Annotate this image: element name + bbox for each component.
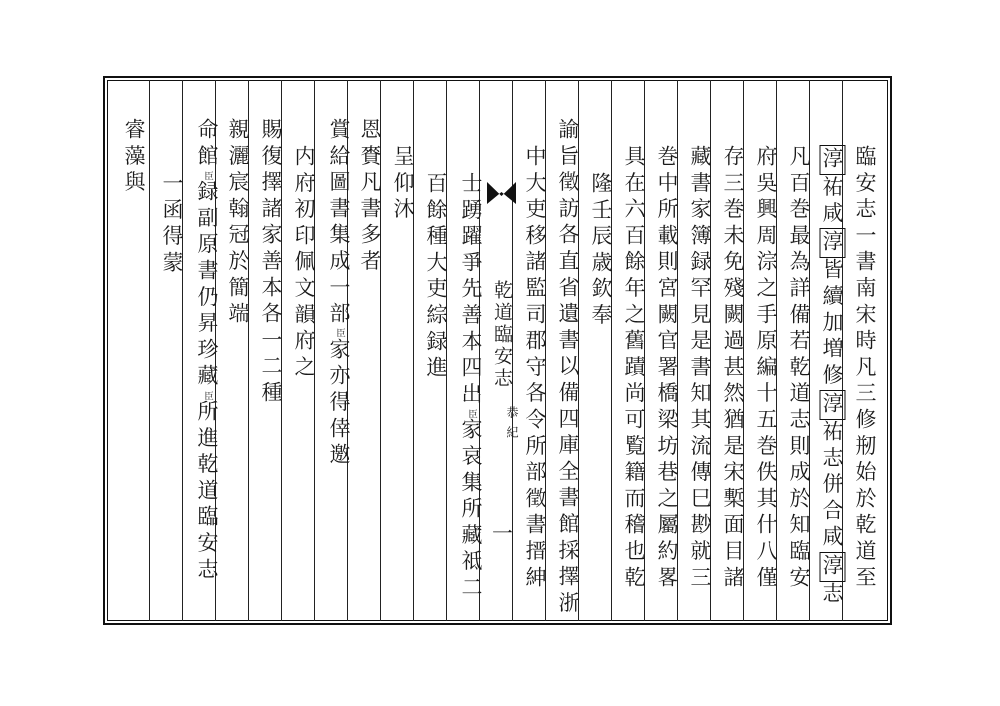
boxed-character: 淳 — [820, 553, 844, 580]
interlinear-note: 臣 — [202, 170, 213, 181]
column-text: 一函得蒙 — [160, 172, 184, 278]
text-column-15 — [386, 0, 419, 706]
text-column-11 — [518, 0, 551, 706]
text-column-10 — [551, 0, 584, 706]
column-text: 巻中所載則宮闕官署橋梁坊巷之屬約畧 — [655, 145, 679, 593]
column-text: 臨安志一書南宋時凡三修剏始於乾道至 — [853, 145, 877, 593]
column-text: 諭旨徵訪各直省遺書以備四庫全書館採擇浙 — [556, 118, 580, 618]
text-column-3 — [782, 0, 815, 706]
text-segment: 家亦得倖邀 — [327, 337, 351, 470]
column-text: 中大吏移諸監司郡守各令所部徵書搢紳 — [523, 145, 547, 593]
text-segment: 祐志併合咸 — [820, 420, 844, 552]
column-text: 呈仰沐 — [391, 145, 415, 224]
text-segment: 録副原書仍昇珍藏 — [195, 180, 219, 391]
text-column-1 — [848, 0, 881, 706]
column-text — [192, 118, 217, 584]
column-text: 存三巻未免殘闕過甚然猶是宋槧面目諸 — [721, 145, 745, 593]
column-text — [324, 118, 349, 469]
interlinear-note: 臣 — [466, 408, 477, 419]
column-text: 隆壬辰歳欽奉 — [589, 172, 613, 330]
column-text: 内府初印佩文韻府之 — [292, 145, 316, 382]
text-column-22 — [155, 0, 188, 706]
column-text: 親灑宸翰冠於簡端 — [226, 118, 250, 329]
text-column-2 — [815, 0, 848, 706]
text-column-23 — [117, 0, 150, 706]
center-fold-column — [485, 80, 518, 621]
column-text: 睿藻與 — [122, 118, 146, 197]
column-text: 恩賚凡書多者 — [358, 118, 382, 276]
text-segment: 家哀集所藏祗二 — [459, 418, 483, 603]
fish-tail-mark-icon — [485, 182, 518, 282]
text-segment: 命館 — [195, 118, 219, 171]
column-text: 具在六百餘年之舊蹟尚可覧籍而稽也乾 — [622, 145, 646, 593]
boxed-character: 淳 — [820, 147, 844, 174]
text-column-16 — [353, 0, 386, 706]
column-text — [456, 172, 481, 602]
text-column-19 — [254, 0, 287, 706]
column-text: 賜復擇諸家善本各一二種 — [259, 118, 283, 408]
text-column-18 — [287, 0, 320, 706]
text-segment: 祐咸 — [820, 175, 844, 228]
column-text: 凡百巻最為詳備若乾道志則成於知臨安 — [787, 145, 811, 593]
text-segment: 所進乾道臨安志 — [195, 400, 219, 585]
text-column-13 — [452, 0, 485, 706]
text-column-20 — [221, 0, 254, 706]
column-text — [821, 145, 842, 608]
page-number: 一 — [489, 522, 514, 543]
boxed-character: 淳 — [820, 391, 844, 419]
column-text: 府吳興周淙之手原編十五巻佚其什八僅 — [754, 145, 778, 593]
text-column-7 — [650, 0, 683, 706]
text-column-6 — [683, 0, 716, 706]
section-label: 恭紀 — [505, 406, 519, 446]
text-segment: 士踴躍爭先善本四出 — [459, 172, 483, 409]
text-column-9 — [584, 0, 617, 706]
column-text: 藏書家簿録罕見是書知其流傳巳尠就三 — [688, 145, 712, 593]
text-column-8 — [617, 0, 650, 706]
text-segment: 賞給圖書集成一部 — [327, 118, 351, 329]
column-text: 百餘種大吏綜録進 — [424, 172, 448, 383]
book-title: 乾道臨安志 — [491, 280, 513, 390]
text-column-4 — [749, 0, 782, 706]
boxed-character: 淳 — [820, 229, 844, 257]
text-segment: 志 — [820, 581, 844, 609]
interlinear-note: 臣 — [202, 390, 213, 401]
text-column-17 — [320, 0, 353, 706]
interlinear-note: 臣 — [334, 328, 345, 338]
text-column-5 — [716, 0, 749, 706]
text-segment: 皆續加増修 — [820, 258, 844, 390]
text-column-21 — [188, 0, 221, 706]
text-column-14 — [419, 0, 452, 706]
